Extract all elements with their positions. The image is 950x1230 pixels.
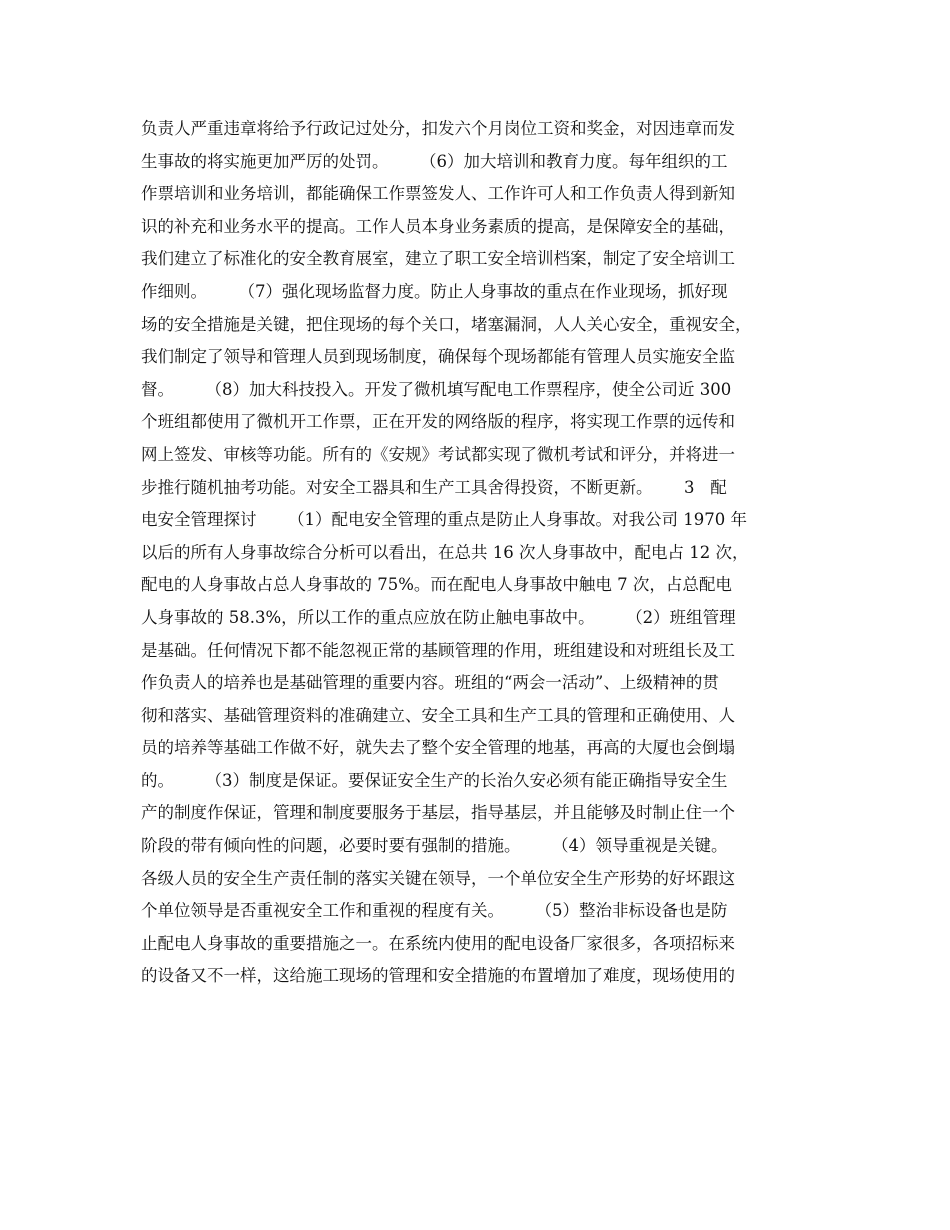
text-line: 作负责人的培养也是基础管理的重要内容。班组的“两会一活动”、上级精神的贯 (141, 673, 719, 693)
text-line: 员的培养等基础工作做不好，就失去了整个安全管理的地基，再高的大厦也会倒塌 (141, 738, 735, 758)
text-line: 步推行随机抽考功能。对安全工器具和生产工具舍得投资，不断更新。 3 配 (141, 477, 727, 497)
text-line: 网上签发、审核等功能。所有的《安规》考试都实现了微机考试和评分，并将进一 (141, 444, 735, 464)
text-line: 彻和落实、基础管理资料的准确建立、安全工具和生产工具的管理和正确使用、人 (141, 705, 735, 725)
text-line: 人身事故的 58.3%，所以工作的重点应放在防止触电事故中。 （2）班组管理 (141, 607, 736, 627)
text-line: 电安全管理探讨 （1）配电安全管理的重点是防止人身事故。对我公司 1970 年 (141, 510, 747, 530)
text-line: 的设备又不一样，这给施工现场的管理和安全措施的布置增加了难度，现场使用的 (141, 966, 735, 986)
text-line: 场的安全措施是关键，把住现场的每个关口，堵塞漏洞，人人关心安全，重视安全， (141, 314, 752, 334)
body-text (141, 113, 813, 993)
text-line: 作票培训和业务培训，都能确保工作票签发人、工作许可人和工作负责人得到新知 (141, 184, 735, 204)
text-line: 止配电人身事故的重要措施之一。在系统内使用的配电设备厂家很多，各项招标来 (141, 933, 735, 953)
text-line: 个班组都使用了微机开工作票，正在开发的网络版的程序，将实现工作票的远传和 (141, 412, 735, 432)
text-line: 是基础。任何情况下都不能忽视正常的基顾管理的作用，班组建设和对班组长及工 (141, 640, 735, 660)
text-line: 个单位领导是否重视安全工作和重视的程度有关。 （5）整治非标设备也是防 (141, 901, 728, 921)
text-line: 的。 （3）制度是保证。要保证安全生产的长治久安必须有能正确指导安全生 (141, 770, 728, 790)
text-line: 识的补充和业务水平的提高。工作人员本身业务素质的提高，是保障安全的基础， (141, 216, 735, 236)
text-line: 配电的人身事故占总人身事故的 75%。而在配电人身事故中触电 7 次，占总配电 (141, 575, 732, 595)
text-line: 督。 （8）加大科技投入。开发了微机填写配电工作票程序，使全公司近 300 (141, 379, 732, 399)
text-line: 作细则。 （7）强化现场监督力度。防止人身事故的重点在作业现场，抓好现 (141, 281, 728, 301)
text-line: 我们制定了领导和管理人员到现场制度，确保每个现场都能有管理人员实施安全监 (141, 347, 735, 367)
text-line: 以后的所有人身事故综合分析可以看出，在总共 16 次人身事故中，配电占 12 次， (141, 542, 749, 562)
text-line: 负责人严重违章将给予行政记过处分，扣发六个月岗位工资和奖金，对因违章而发 (141, 119, 735, 138)
text-line: 阶段的带有倾向性的问题，必要时要有强制的措施。 （4）领导重视是关键。 (141, 836, 728, 856)
text-line: 产的制度作保证，管理和制度要服务于基层，指导基层，并且能够及时制止住一个 (141, 803, 735, 823)
text-line: 生事故的将实施更加严厉的处罚。 （6）加大培训和教育力度。每年组织的工 (141, 151, 728, 171)
text-line: 各级人员的安全生产责任制的落实关键在领导，一个单位安全生产形势的好坏跟这 (141, 868, 735, 888)
text-line: 我们建立了标准化的安全教育展室，建立了职工安全培训档案，制定了安全培训工 (141, 249, 735, 269)
